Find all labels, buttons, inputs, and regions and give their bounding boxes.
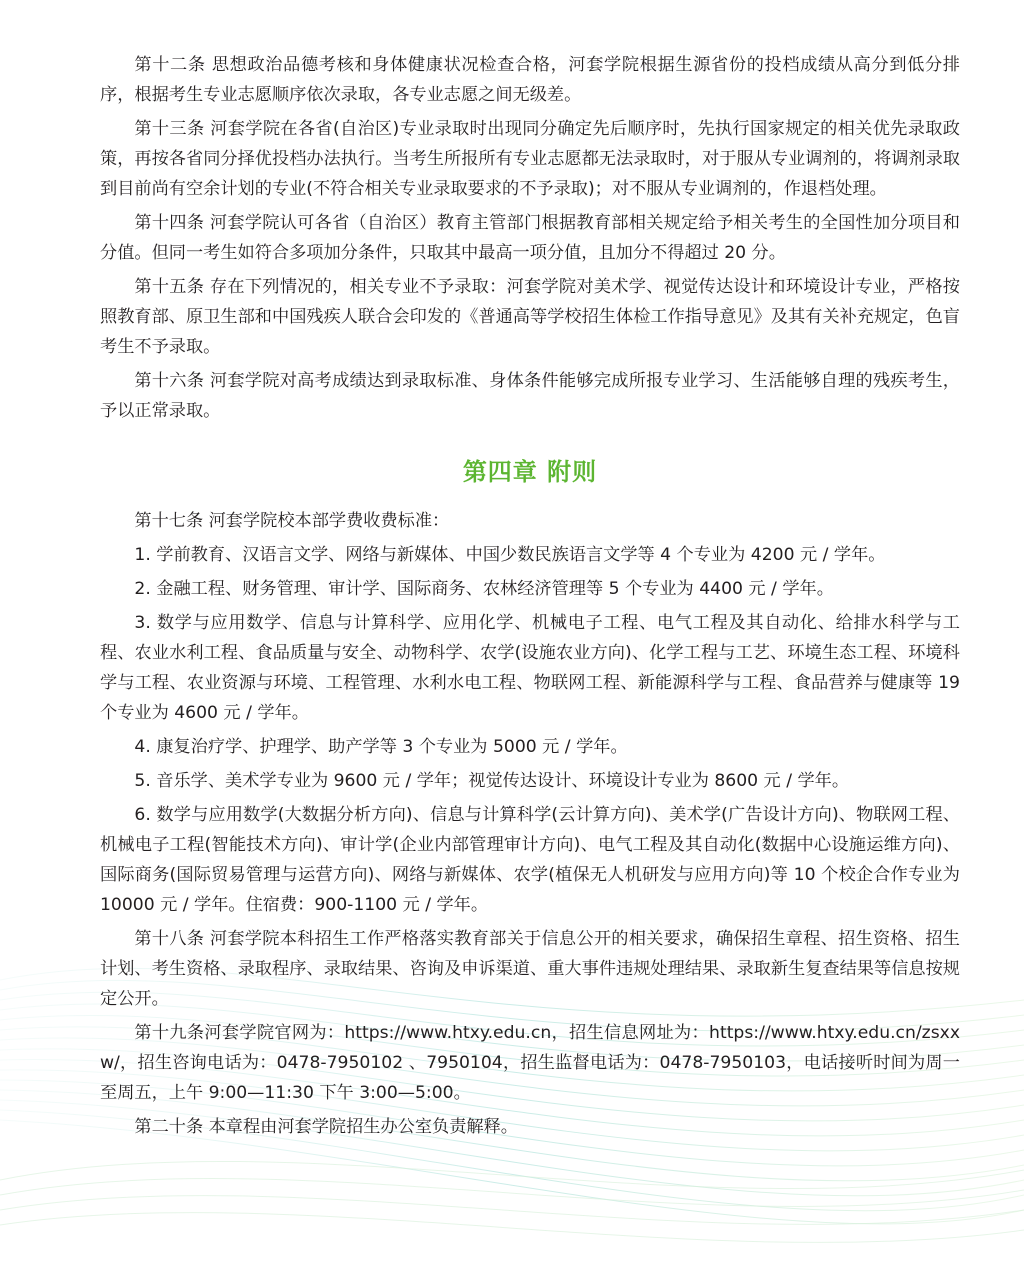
article-17: 第十七条 河套学院校本部学费收费标准： — [134, 511, 450, 531]
chapter-title: 第四章 附则 — [462, 458, 598, 486]
article-14: 第十四条 河套学院认可各省（自治区）教育主管部门根据教育部相关规定给予相关考生的全国性加分项目和分值。但同一考生如符合多项加分条件，只取其中最高一项分值，且加分不得超过 20 分。 — [100, 213, 960, 263]
article-18: 第十八条 河套学院本科招生工作严格落实教育部关于信息公开的相关要求，确保招生章程、招生资格、招生计划、考生资格、录取程序、录取结果、咨询及申诉渠道、重大事件违规处理结果、录取新生复查结果等信息按规定公开。 — [100, 929, 960, 1009]
article-15: 第十五条 存在下列情况的，相关专业不予录取：河套学院对美术学、视觉传达设计和环境设计专业，严格按照教育部、原卫生部和中国残疾人联合会印发的《普通高等学校招生体检工作指导意见》及其有关补充规定，色盲考生不予录取。 — [100, 277, 960, 357]
fee-item-5: 5. 音乐学、美术学专业为 9600 元 / 学年；视觉传达设计、环境设计专业为 8600 元 / 学年。 — [134, 771, 850, 791]
article-13: 第十三条 河套学院在各省(自治区)专业录取时出现同分确定先后顺序时，先执行国家规定的相关优先录取政策，再按各省同分择优投档办法执行。当考生所报所有专业志愿都无法录取时，对于服从专业调剂的，将调剂录取到目前尚有空余计划的专业(不符合相关专业录取要求的不予录取)；对不服从专业调剂的，作退档处理。 — [100, 119, 960, 199]
document-body — [100, 50, 960, 1146]
article-12: 第十二条 思想政治品德考核和身体健康状况检查合格，河套学院根据生源省份的投档成绩从高分到低分排序，根据考生专业志愿顺序依次录取，各专业志愿之间无级差。 — [100, 55, 960, 105]
fee-item-4: 4. 康复治疗学、护理学、助产学等 3 个专业为 5000 元 / 学年。 — [134, 737, 628, 757]
fee-item-1: 1. 学前教育、汉语言文学、网络与新媒体、中国少数民族语言文学等 4 个专业为 4200 元 / 学年。 — [134, 545, 886, 565]
fee-item-2: 2. 金融工程、财务管理、审计学、国际商务、农林经济管理等 5 个专业为 4400 元 / 学年。 — [134, 579, 834, 599]
article-16: 第十六条 河套学院对高考成绩达到录取标准、身体条件能够完成所报专业学习、生活能够自理的残疾考生，予以正常录取。 — [100, 371, 960, 421]
article-20: 第二十条 本章程由河套学院招生办公室负责解释。 — [134, 1117, 518, 1137]
fee-item-3: 3. 数学与应用数学、信息与计算科学、应用化学、机械电子工程、电气工程及其自动化、给排水科学与工程、农业水利工程、食品质量与安全、动物科学、农学(设施农业方向)、化学工程与工艺、环境生态工程、环境科学与工程、农业资源与环境、工程管理、水利水电工程、物联网工程、新能源科学与工程、食品营养与健康等 19 个专业为 4600 元 / 学年。 — [100, 613, 960, 723]
fee-item-6: 6. 数学与应用数学(大数据分析方向)、信息与计算科学(云计算方向)、美术学(广告设计方向)、物联网工程、机械电子工程(智能技术方向)、审计学(企业内部管理审计方向)、电气工程及其自动化(数据中心设施运维方向)、国际商务(国际贸易管理与运营方向)、网络与新媒体、农学(植保无人机研发与应用方向)等 10 个校企合作专业为 10000 元 / 学年。住宿费：900-1100 元 / 学年。 — [100, 805, 960, 915]
article-19: 第十九条河套学院官网为：https://www.htxy.edu.cn，招生信息网址为：https://www.htxy.edu.cn/zsxxw/，招生咨询电话为：0478-7950102 、7950104，招生监督电话为：0478-7950103，电话接听时间为周一至周五，上午 9:00—11:30 下午 3:00—5:00。 — [100, 1023, 960, 1103]
